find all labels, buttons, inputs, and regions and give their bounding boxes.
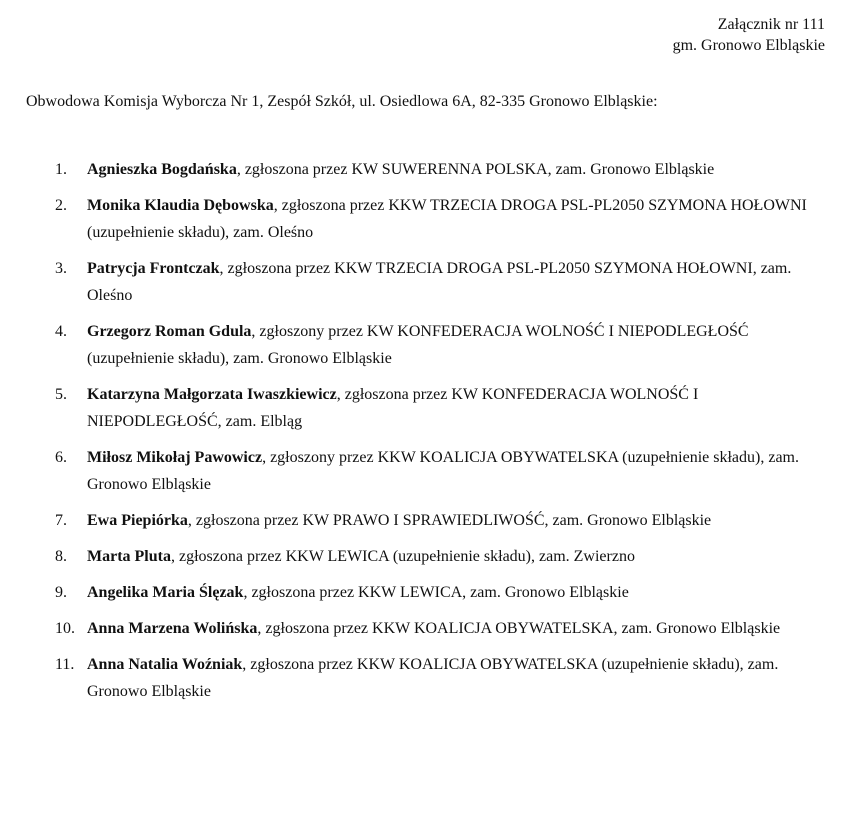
member-name: Grzegorz Roman Gdula <box>87 323 252 340</box>
member-name: Marta Pluta <box>87 548 171 565</box>
member-details: , zgłoszona przez KKW TRZECIA DROGA PSL-PL2050 SZYMONA HOŁOWNI, zam. Oleśno <box>87 260 792 304</box>
commission-intro: Obwodowa Komisja Wyborcza Nr 1, Zespół Szkół, ul. Osiedlowa 6A, 82-335 Gronowo Elbląskie: <box>26 93 658 110</box>
item-number: 10. <box>55 620 75 637</box>
item-number: 2. <box>55 197 67 214</box>
item-number: 6. <box>55 449 67 466</box>
list-item <box>0 615 807 642</box>
member-details: , zgłoszona przez KKW TRZECIA DROGA PSL-PL2050 SZYMONA HOŁOWNI (uzupełnienie składu), zam. Oleśno <box>87 197 807 241</box>
member-name: Ewa Piepiórka <box>87 512 188 529</box>
item-number: 7. <box>55 512 67 529</box>
list-item <box>0 444 807 498</box>
member-name: Patrycja Frontczak <box>87 260 220 277</box>
member-name: Angelika Maria Ślęzak <box>87 584 244 601</box>
member-details: , zgłoszony przez KKW KOALICJA OBYWATELSKA (uzupełnienie składu), zam. Gronowo Elbląskie <box>87 449 799 493</box>
member-details: , zgłoszona przez KW PRAWO I SPRAWIEDLIWOŚĆ, zam. Gronowo Elbląskie <box>187 512 712 529</box>
item-number: 3. <box>55 260 67 277</box>
list-item <box>0 543 807 570</box>
list-item <box>0 192 807 246</box>
member-details: , zgłoszona przez KKW LEWICA (uzupełnienie składu), zam. Zwierzno <box>170 548 635 565</box>
member-name: Katarzyna Małgorzata Iwaszkiewicz <box>87 386 337 403</box>
list-item <box>0 381 807 435</box>
item-number: 4. <box>55 323 67 340</box>
municipality: gm. Gronowo Elbląskie <box>672 37 825 54</box>
member-details: , zgłoszona przez KKW KOALICJA OBYWATELSKA (uzupełnienie składu), zam. Gronowo Elbląskie <box>87 656 779 700</box>
annex-header <box>673 14 825 56</box>
member-name: Anna Natalia Woźniak <box>87 656 243 673</box>
list-item <box>0 507 807 534</box>
member-details: , zgłoszony przez KW KONFEDERACJA WOLNOŚĆ I NIEPODLEGŁOŚĆ (uzupełnienie składu), zam. Gronowo Elbląskie <box>87 323 749 367</box>
member-name: Anna Marzena Wolińska <box>87 620 258 637</box>
list-item <box>0 156 807 183</box>
member-details: , zgłoszona przez KW KONFEDERACJA WOLNOŚĆ I NIEPODLEGŁOŚĆ, zam. Elbląg <box>87 386 699 430</box>
member-list <box>0 156 864 714</box>
member-name: Miłosz Mikołaj Pawowicz <box>87 449 263 466</box>
list-item <box>0 255 807 309</box>
item-number: 8. <box>55 548 67 565</box>
list-item <box>0 579 807 606</box>
member-name: Monika Klaudia Dębowska <box>87 197 274 214</box>
list-item <box>0 651 807 705</box>
annex-number: Załącznik nr 111 <box>717 16 825 33</box>
list-item <box>0 318 807 372</box>
item-number: 1. <box>55 161 67 178</box>
item-number: 5. <box>55 386 67 403</box>
member-name: Agnieszka Bogdańska <box>87 161 237 178</box>
member-details: , zgłoszona przez KW SUWERENNA POLSKA, zam. Gronowo Elbląskie <box>236 161 715 178</box>
item-number: 11. <box>55 656 75 673</box>
member-details: , zgłoszona przez KKW LEWICA, zam. Gronowo Elbląskie <box>243 584 629 601</box>
member-details: , zgłoszona przez KKW KOALICJA OBYWATELSKA, zam. Gronowo Elbląskie <box>257 620 781 637</box>
item-number: 9. <box>55 584 67 601</box>
